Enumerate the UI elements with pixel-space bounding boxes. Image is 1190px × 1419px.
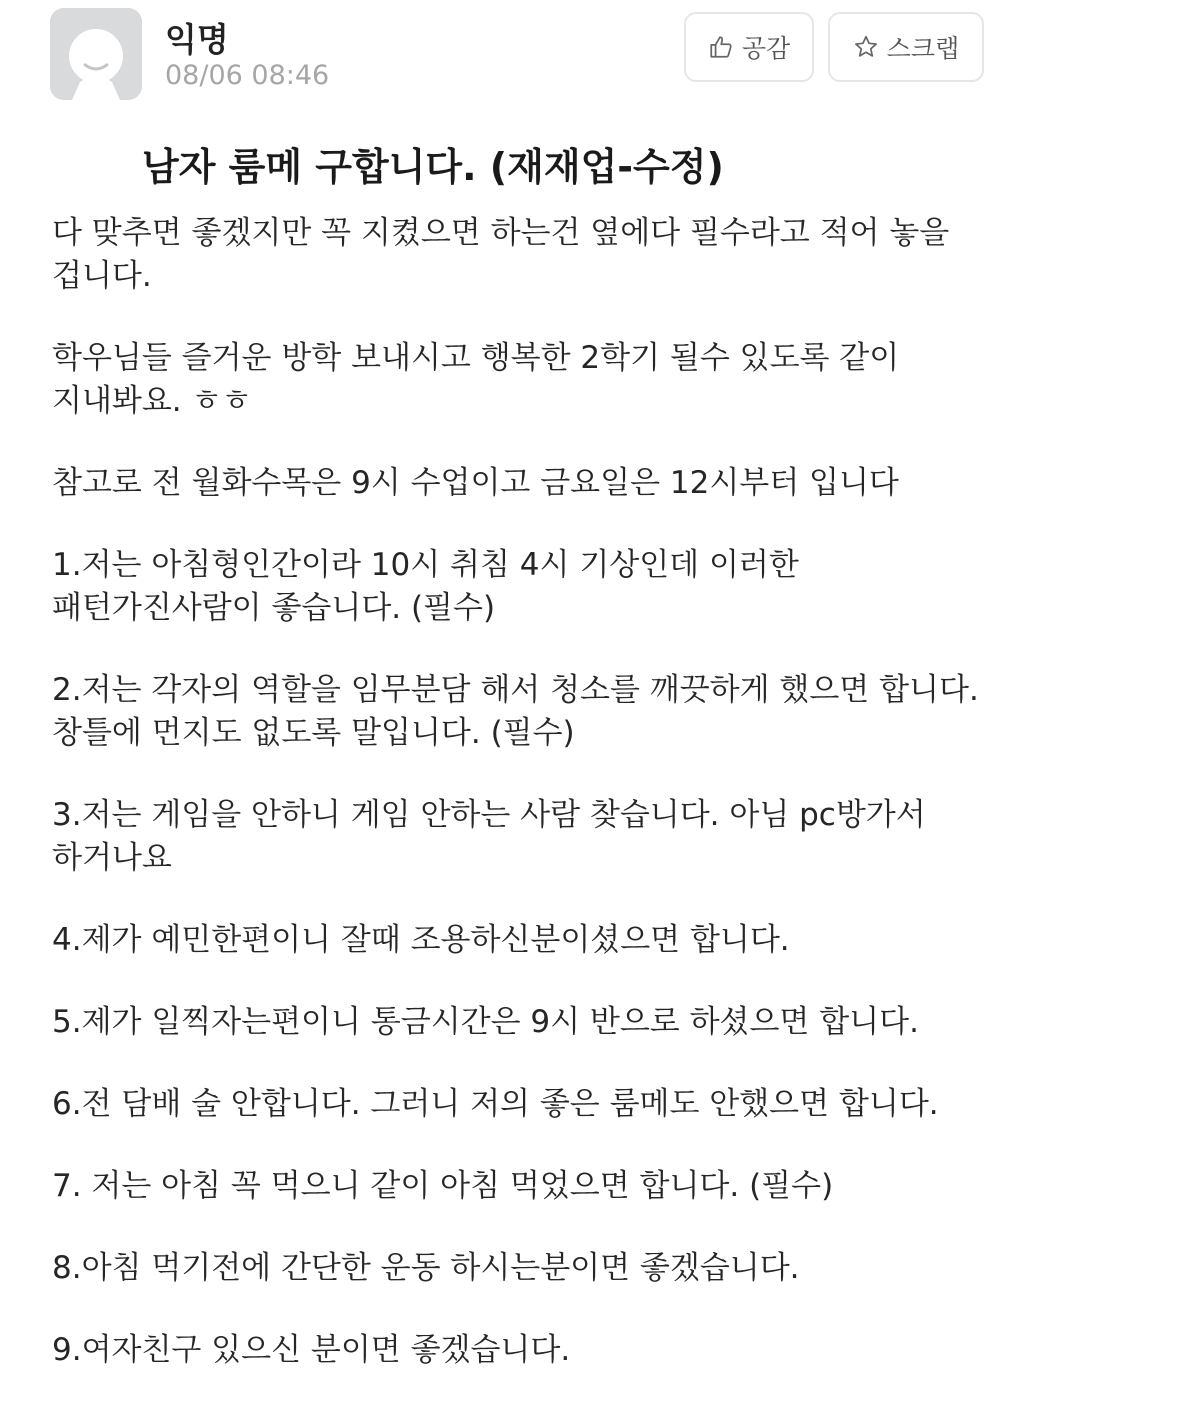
post-body [52,212,987,1411]
star-icon [853,34,879,60]
body-paragraph: 학우님들 즐거운 방학 보내시고 행복한 2학기 될수 있도록 같이 지내봐요. ㅎㅎ [52,340,900,419]
post-header [50,8,990,108]
body-paragraph: 7. 저는 아침 꼭 먹으니 같이 아침 먹었으면 합니다. (필수) [52,1168,834,1204]
body-paragraph: 다 맞추면 좋겠지만 꼭 지켰으면 하는건 옆에다 필수라고 적어 놓을 겁니다. [52,215,950,294]
like-button[interactable] [684,12,814,82]
post-title: 남자 룸메 구합니다. (재재업-수정) [142,145,724,189]
body-paragraph: 9.여자친구 있으신 분이면 좋겠습니다. [52,1332,571,1368]
default-avatar-icon [50,8,142,100]
post-timestamp: 08/06 08:46 [165,60,330,91]
body-paragraph: 참고로 전 월화수목은 9시 수업이고 금요일은 12시부터 입니다 [52,465,899,501]
like-label: 공감 [741,34,791,63]
scrap-label: 스크랩 [886,34,960,63]
body-paragraph: 4.제가 예민한편이니 잘때 조용하신분이셨으면 합니다. [52,922,790,958]
body-paragraph: 8.아침 먹기전에 간단한 운동 하시는분이면 좋겠습니다. [52,1250,800,1286]
body-paragraph: 2.저는 각자의 역할을 임무분담 해서 청소를 깨끗하게 했으면 합니다. 창틀에 먼지도 없도록 말입니다. (필수) [52,672,979,751]
scrap-button[interactable] [828,12,984,82]
body-paragraph: 5.제가 일찍자는편이니 통금시간은 9시 반으로 하셨으면 합니다. [52,1004,919,1040]
body-paragraph: 1.저는 아침형인간이라 10시 취침 4시 기상인데 이러한 패턴가진사람이 좋습니다. (필수) [52,547,799,626]
body-paragraph: 3.저는 게임을 안하니 게임 안하는 사람 찾습니다. 아님 pc방가서 하거나요 [52,797,926,876]
body-paragraph: 6.전 담배 술 안합니다. 그러니 저의 좋은 룸메도 안했으면 합니다. [52,1086,939,1122]
thumbs-up-icon [708,34,734,60]
author-name: 익명 [165,20,229,59]
